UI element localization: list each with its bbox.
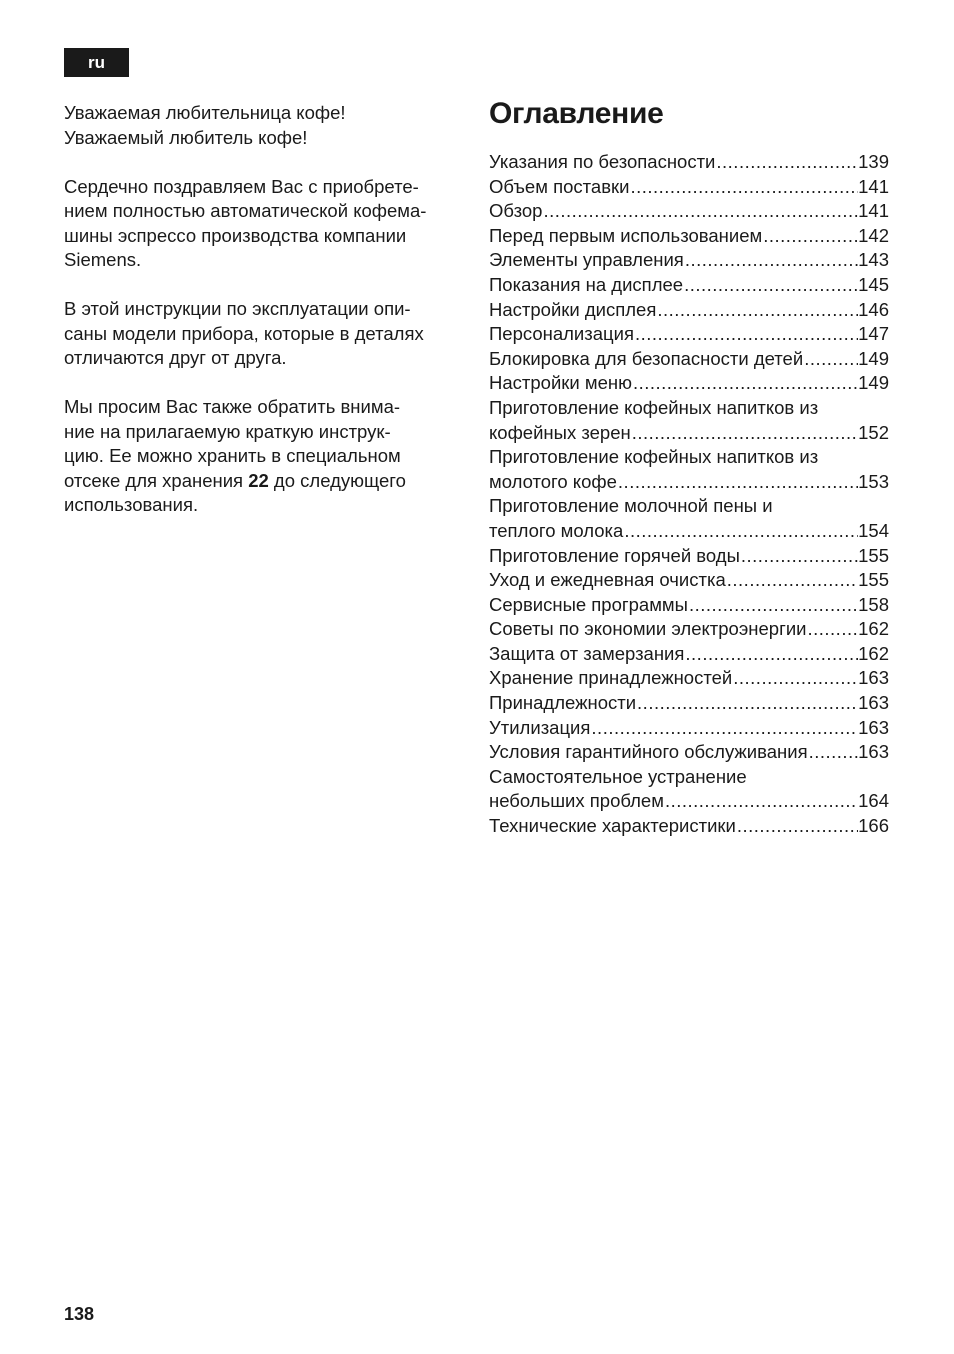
toc-entry-page: 163 — [858, 667, 889, 689]
paragraph-line: Сердечно поздравляем Вас с приобрете- — [64, 175, 419, 197]
toc-title: Оглавление — [489, 97, 664, 130]
toc-entry-page: 143 — [858, 249, 889, 271]
toc-entry-title-line: Приготовление кофейных напитков из — [489, 396, 819, 418]
toc-entry[interactable] — [489, 273, 889, 298]
toc-entry[interactable] — [489, 396, 889, 445]
toc-entry-title: Сервисные программы — [489, 593, 688, 615]
dot-leader — [632, 371, 858, 396]
dot-leader — [664, 789, 858, 814]
dot-leader — [684, 248, 858, 273]
toc-entry-row — [489, 224, 889, 249]
toc-entry-row — [489, 740, 889, 765]
toc-entry-page: 149 — [858, 372, 889, 394]
intro-paragraph — [64, 395, 464, 518]
toc-entry-title-line: Приготовление молочной пены и — [489, 495, 773, 517]
toc-entry-page: 154 — [858, 519, 889, 541]
toc-entry[interactable] — [489, 691, 889, 716]
paragraph-line: ние на прилагаемую краткую инструк- — [64, 420, 391, 442]
toc-entry-row — [489, 150, 889, 175]
toc-entry-title-line: Приготовление кофейных напитков из — [489, 446, 819, 468]
table-of-contents — [489, 150, 889, 839]
dot-leader — [623, 519, 858, 544]
toc-entry-row — [489, 322, 889, 347]
toc-entry-title: Объем поставки — [489, 175, 630, 197]
toc-entry-row — [489, 298, 889, 323]
toc-entry-row — [489, 248, 889, 273]
toc-entry-title: Принадлежности — [489, 692, 637, 714]
toc-entry-title: молотого кофе — [489, 470, 617, 492]
paragraph-text: до следующего — [268, 469, 406, 491]
toc-entry[interactable] — [489, 740, 889, 765]
toc-entry-title: Перед первым использованием — [489, 224, 763, 246]
toc-entry-title: небольших проблем — [489, 790, 664, 812]
toc-entry-row — [489, 716, 889, 741]
toc-entry-title: теплого молока — [489, 519, 624, 541]
toc-entry-title: Указания по безопасности — [489, 151, 716, 172]
paragraph-line: нием полностью автоматической кофема- — [64, 200, 427, 221]
toc-entry-title: Приготовление горячей воды — [489, 544, 740, 566]
toc-entry-page: 166 — [858, 815, 889, 837]
paragraph-line: Мы просим Вас также обратить внима- — [64, 396, 401, 417]
paragraph-line — [64, 469, 464, 494]
toc-entry-title: Обзор — [489, 200, 543, 222]
toc-entry[interactable] — [489, 322, 889, 347]
toc-entry-row — [489, 175, 889, 200]
toc-entry-page: 163 — [858, 741, 889, 763]
dot-leader — [617, 470, 858, 495]
toc-entry-page: 163 — [858, 716, 889, 738]
toc-entry-page: 152 — [858, 421, 889, 443]
toc-entry[interactable] — [489, 765, 889, 814]
toc-entry-title: Технические характеристики — [489, 815, 736, 837]
toc-entry-row — [489, 666, 889, 691]
paragraph-line: отличаются друг от друга. — [64, 347, 287, 368]
language-tab: ru — [64, 48, 129, 77]
toc-entry[interactable] — [489, 150, 889, 175]
toc-entry-row — [489, 371, 889, 396]
toc-entry-row — [489, 273, 889, 298]
toc-entry[interactable] — [489, 199, 889, 224]
toc-entry-title: Уход и ежедневная очистка — [489, 569, 726, 591]
toc-entry[interactable] — [489, 224, 889, 249]
toc-entry-page: 141 — [858, 175, 889, 197]
toc-entry-page: 141 — [858, 200, 889, 222]
dot-leader — [636, 691, 858, 716]
greeting-line: Уважаемый любитель кофе! — [64, 126, 308, 148]
dot-leader — [736, 814, 858, 839]
toc-entry[interactable] — [489, 666, 889, 691]
dot-leader — [732, 666, 858, 691]
toc-entry-title: Настройки дисплея — [489, 298, 657, 320]
toc-entry[interactable] — [489, 617, 889, 642]
dot-leader — [684, 642, 858, 667]
toc-entry-page: 162 — [858, 618, 889, 640]
dot-leader — [762, 224, 858, 249]
greeting-line: Уважаемая любительница кофе! — [64, 102, 346, 123]
toc-entry[interactable] — [489, 568, 889, 593]
toc-entry[interactable] — [489, 642, 889, 667]
toc-entry[interactable] — [489, 371, 889, 396]
toc-entry-page: 146 — [858, 298, 889, 320]
dot-leader — [803, 347, 858, 372]
toc-entry-page: 145 — [858, 273, 889, 295]
intro-paragraph — [64, 297, 464, 371]
dot-leader — [808, 740, 859, 765]
toc-entry-title-line: Самостоятельное устранение — [489, 765, 747, 787]
toc-entry-row — [489, 470, 889, 495]
toc-entry-title: кофейных зерен — [489, 421, 631, 443]
toc-entry-page: 142 — [858, 224, 889, 246]
toc-entry-page: 139 — [858, 151, 889, 172]
paragraph-line: Siemens. — [64, 249, 142, 270]
toc-entry-title: Условия гарантийного обслуживания — [489, 741, 808, 763]
toc-entry-page: 155 — [858, 544, 889, 566]
dot-leader — [740, 544, 858, 569]
page-number: 138 — [64, 1304, 95, 1324]
toc-entry-title: Показания на дисплее — [489, 273, 684, 295]
dot-leader — [726, 568, 858, 593]
toc-entry-row — [489, 617, 889, 642]
toc-entry-page: 149 — [858, 347, 889, 369]
toc-entry-row — [489, 421, 889, 446]
dot-leader — [631, 421, 858, 446]
greeting — [64, 101, 464, 150]
toc-entry-row — [489, 691, 889, 716]
paragraph-line: использования. — [64, 494, 199, 515]
toc-entry-row — [489, 814, 889, 839]
toc-entry-row — [489, 789, 889, 814]
toc-entry-page: 153 — [858, 470, 889, 492]
dot-leader — [806, 617, 858, 642]
toc-entry-row — [489, 593, 889, 618]
toc-entry-title: Хранение принадлежностей — [489, 667, 733, 689]
compartment-number: 22 — [248, 469, 269, 491]
toc-entry[interactable] — [489, 445, 889, 494]
toc-entry-row — [489, 347, 889, 372]
paragraph-line: саны модели прибора, которые в деталях — [64, 322, 424, 344]
toc-entry-title: Защита от замерзания — [489, 642, 685, 664]
dot-leader — [688, 593, 858, 618]
intro-text — [64, 101, 464, 542]
toc-entry[interactable] — [489, 716, 889, 741]
toc-entry-page: 158 — [858, 593, 889, 615]
toc-entry[interactable] — [489, 175, 889, 200]
paragraph-line: цию. Ее можно хранить в специальном — [64, 445, 401, 466]
dot-leader — [590, 716, 858, 741]
dot-leader — [683, 273, 858, 298]
intro-paragraph — [64, 175, 464, 273]
toc-entry-page: 163 — [858, 692, 889, 714]
toc-entry[interactable] — [489, 347, 889, 372]
toc-entry-title: Блокировка для безопасности детей — [489, 347, 804, 369]
dot-leader — [715, 150, 858, 175]
paragraph-text: отсеке для хранения — [64, 469, 249, 491]
toc-entry-row — [489, 199, 889, 224]
toc-entry-row — [489, 544, 889, 569]
toc-entry[interactable] — [489, 814, 889, 839]
toc-entry[interactable] — [489, 494, 889, 543]
toc-entry-page: 155 — [858, 569, 889, 591]
paragraph-line: В этой инструкции по эксплуатации опи- — [64, 298, 411, 319]
toc-entry-page: 162 — [858, 642, 889, 664]
toc-entry-title: Элементы управления — [489, 249, 684, 271]
dot-leader — [634, 322, 858, 347]
toc-entry-page: 147 — [858, 323, 889, 345]
toc-entry[interactable] — [489, 298, 889, 323]
dot-leader — [542, 199, 858, 224]
toc-entry-row — [489, 642, 889, 667]
toc-entry-page: 164 — [858, 790, 889, 812]
dot-leader — [656, 298, 858, 323]
toc-entry-row — [489, 568, 889, 593]
toc-entry[interactable] — [489, 248, 889, 273]
toc-entry-title: Настройки меню — [489, 372, 632, 394]
paragraph-line: шины эспрессо производства компании — [64, 224, 407, 246]
dot-leader — [629, 175, 858, 200]
toc-entry[interactable] — [489, 544, 889, 569]
toc-entry-title: Персонализация — [489, 323, 634, 345]
toc-entry-title: Советы по экономии электроэнергии — [489, 618, 807, 640]
toc-entry-title: Утилизация — [489, 716, 591, 738]
toc-entry-row — [489, 519, 889, 544]
toc-entry[interactable] — [489, 593, 889, 618]
